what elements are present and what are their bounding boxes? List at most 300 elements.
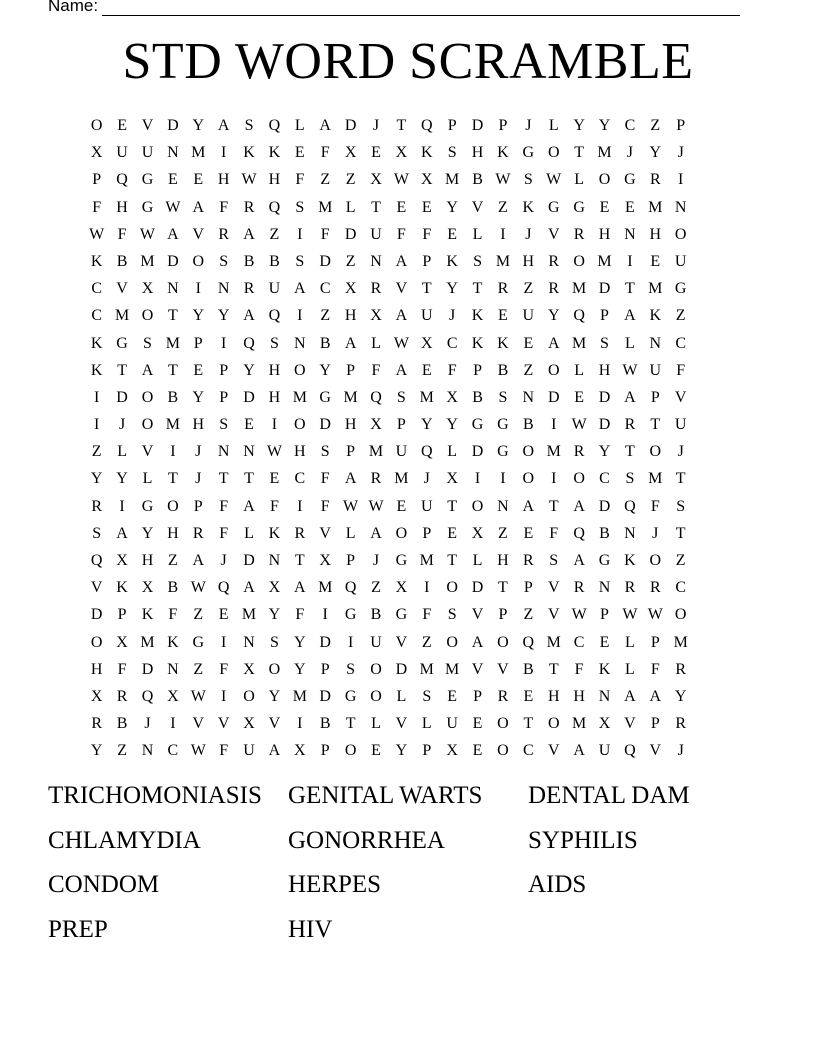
grid-letter[interactable]: P [346, 443, 356, 461]
grid-letter[interactable]: R [243, 198, 255, 216]
grid-letter[interactable]: W [190, 687, 206, 705]
grid-letter[interactable]: W [343, 497, 359, 515]
grid-letter[interactable]: A [624, 687, 636, 705]
grid-letter[interactable]: C [294, 470, 306, 488]
grid-letter[interactable]: R [370, 470, 382, 488]
grid-letter[interactable]: N [167, 660, 179, 678]
grid-letter[interactable]: D [598, 416, 611, 434]
grid-letter[interactable]: J [677, 443, 684, 461]
grid-letter[interactable]: W [546, 171, 562, 189]
grid-letter[interactable]: C [91, 307, 103, 325]
grid-letter[interactable]: Z [91, 443, 102, 461]
grid-letter[interactable]: F [219, 497, 229, 515]
grid-letter[interactable]: E [294, 144, 305, 162]
grid-letter[interactable]: L [472, 225, 483, 243]
grid-letter[interactable]: Q [268, 198, 281, 216]
grid-letter[interactable]: V [395, 280, 408, 298]
grid-letter[interactable]: F [650, 660, 660, 678]
grid-letter[interactable]: S [346, 660, 356, 678]
grid-letter[interactable]: G [624, 171, 636, 189]
grid-letter[interactable]: W [622, 361, 638, 379]
grid-letter[interactable]: W [622, 606, 638, 624]
grid-letter[interactable]: K [649, 307, 662, 325]
grid-letter[interactable]: E [244, 416, 254, 434]
grid-letter[interactable]: X [319, 552, 331, 569]
grid-letter[interactable]: E [396, 198, 407, 216]
grid-letter[interactable]: W [165, 198, 181, 216]
grid-letter[interactable]: H [573, 687, 585, 705]
grid-letter[interactable]: Y [268, 606, 281, 624]
grid-letter[interactable]: Y [420, 416, 433, 434]
grid-letter[interactable]: I [424, 579, 430, 597]
grid-letter[interactable]: T [548, 660, 559, 678]
grid-letter[interactable]: T [498, 579, 508, 597]
grid-letter[interactable]: G [344, 606, 357, 624]
grid-letter[interactable]: R [497, 687, 509, 705]
grid-letter[interactable]: X [395, 144, 408, 162]
grid-letter[interactable]: P [219, 388, 229, 406]
grid-letter[interactable]: X [141, 579, 154, 597]
grid-letter[interactable]: C [675, 334, 687, 352]
grid-letter[interactable]: T [675, 470, 686, 488]
grid-letter[interactable]: O [395, 524, 408, 542]
grid-letter[interactable]: Y [217, 307, 230, 325]
grid-letter[interactable]: K [268, 524, 281, 542]
grid-letter[interactable]: N [217, 280, 230, 298]
grid-letter[interactable]: R [675, 660, 687, 678]
grid-letter[interactable]: J [195, 443, 202, 461]
grid-letter[interactable]: W [571, 416, 587, 434]
grid-letter[interactable]: R [91, 497, 103, 515]
grid-letter[interactable]: Y [243, 361, 255, 379]
grid-letter[interactable]: X [446, 470, 458, 488]
grid-letter[interactable]: G [674, 280, 687, 298]
grid-letter[interactable]: I [678, 171, 684, 189]
grid-letter[interactable]: Y [268, 687, 281, 705]
grid-letter[interactable]: O [497, 742, 509, 760]
grid-letter[interactable]: A [243, 497, 255, 515]
grid-letter[interactable]: S [523, 171, 533, 189]
grid-letter[interactable]: G [192, 633, 205, 651]
grid-letter[interactable]: L [142, 470, 153, 488]
grid-letter[interactable]: E [269, 470, 280, 488]
grid-letter[interactable]: X [116, 633, 128, 651]
grid-letter[interactable]: J [677, 742, 684, 760]
grid-letter[interactable]: A [192, 198, 205, 216]
grid-letter[interactable]: O [294, 361, 306, 379]
grid-letter[interactable]: Y [573, 117, 585, 134]
grid-letter[interactable]: X [446, 388, 458, 406]
grid-letter[interactable]: M [394, 470, 409, 488]
grid-letter[interactable]: A [547, 334, 560, 352]
grid-letter[interactable]: V [547, 606, 560, 624]
grid-letter[interactable]: Q [573, 524, 585, 542]
grid-letter[interactable]: R [370, 280, 382, 298]
grid-letter[interactable]: Y [294, 660, 306, 678]
grid-letter[interactable]: X [370, 416, 382, 434]
grid-letter[interactable]: Q [624, 497, 636, 515]
grid-letter[interactable]: O [192, 252, 205, 270]
grid-letter[interactable]: S [600, 334, 609, 352]
grid-letter[interactable]: M [546, 443, 561, 461]
grid-letter[interactable]: O [649, 443, 662, 461]
grid-letter[interactable]: Z [117, 742, 127, 760]
grid-letter[interactable]: A [217, 117, 230, 134]
grid-letter[interactable]: I [297, 307, 303, 325]
grid-letter[interactable]: F [320, 497, 330, 515]
grid-letter[interactable]: E [523, 334, 534, 352]
grid-letter[interactable]: V [547, 225, 560, 243]
grid-letter[interactable]: P [320, 742, 330, 760]
grid-letter[interactable]: H [598, 361, 611, 379]
grid-letter[interactable]: D [319, 416, 331, 434]
grid-letter[interactable]: M [419, 388, 434, 406]
grid-letter[interactable]: P [193, 497, 203, 515]
grid-letter[interactable]: R [649, 579, 661, 597]
grid-letter[interactable]: D [471, 117, 484, 134]
grid-letter[interactable]: L [472, 552, 483, 569]
grid-letter[interactable]: E [193, 361, 204, 379]
grid-letter[interactable]: C [91, 280, 103, 298]
grid-letter[interactable]: K [116, 579, 128, 597]
grid-letter[interactable]: U [370, 633, 382, 651]
grid-letter[interactable]: Z [523, 361, 534, 379]
grid-letter[interactable]: L [548, 117, 559, 134]
grid-letter[interactable]: R [294, 524, 306, 542]
grid-letter[interactable]: K [141, 606, 154, 624]
grid-letter[interactable]: W [266, 443, 282, 461]
grid-letter[interactable]: D [167, 252, 179, 270]
grid-letter[interactable]: L [396, 687, 407, 705]
grid-letter[interactable]: J [220, 552, 227, 569]
grid-letter[interactable]: L [345, 524, 356, 542]
grid-letter[interactable]: N [268, 552, 281, 569]
grid-letter[interactable]: P [422, 524, 432, 542]
grid-letter[interactable]: E [574, 388, 584, 406]
grid-letter[interactable]: H [598, 225, 611, 243]
grid-letter[interactable]: X [395, 579, 408, 597]
grid-letter[interactable]: A [471, 633, 484, 651]
grid-letter[interactable]: O [497, 633, 509, 651]
grid-letter[interactable]: E [599, 633, 610, 651]
grid-letter[interactable]: U [420, 497, 433, 515]
grid-letter[interactable]: I [627, 252, 633, 270]
grid-letter[interactable]: D [598, 280, 611, 298]
grid-letter[interactable]: P [600, 606, 609, 624]
grid-letter[interactable]: J [626, 144, 634, 162]
grid-letter[interactable]: X [268, 579, 281, 597]
grid-letter[interactable]: Z [167, 552, 178, 569]
grid-letter[interactable]: U [420, 307, 433, 325]
grid-letter[interactable]: M [648, 280, 663, 298]
grid-letter[interactable]: I [170, 715, 176, 733]
grid-letter[interactable]: X [167, 687, 179, 705]
grid-letter[interactable]: V [395, 715, 408, 733]
grid-letter[interactable]: F [117, 660, 127, 678]
grid-letter[interactable]: G [344, 687, 357, 705]
grid-letter[interactable]: U [395, 443, 408, 461]
grid-letter[interactable]: L [421, 715, 432, 733]
grid-letter[interactable]: G [598, 552, 611, 569]
grid-letter[interactable]: I [297, 715, 303, 733]
grid-letter[interactable]: V [395, 633, 408, 651]
grid-letter[interactable]: Y [446, 416, 458, 434]
grid-letter[interactable]: T [574, 144, 584, 162]
grid-letter[interactable]: X [243, 660, 255, 678]
grid-letter[interactable]: Q [217, 579, 230, 597]
grid-letter[interactable]: L [294, 117, 305, 134]
grid-letter[interactable]: G [141, 171, 154, 189]
grid-letter[interactable]: F [295, 171, 305, 189]
grid-letter[interactable]: V [471, 198, 484, 216]
grid-letter[interactable]: I [297, 225, 303, 243]
grid-letter[interactable]: V [141, 117, 154, 134]
grid-letter[interactable]: H [167, 524, 179, 542]
grid-letter[interactable]: P [473, 361, 482, 379]
grid-letter[interactable]: P [193, 334, 203, 352]
grid-letter[interactable]: S [447, 144, 457, 162]
grid-letter[interactable]: Q [268, 307, 281, 325]
grid-letter[interactable]: R [548, 280, 560, 298]
grid-letter[interactable]: H [471, 144, 484, 162]
grid-letter[interactable]: F [371, 361, 381, 379]
grid-letter[interactable]: N [370, 252, 382, 270]
grid-letter[interactable]: V [497, 660, 509, 678]
grid-letter[interactable]: P [600, 307, 609, 325]
grid-letter[interactable]: D [90, 606, 103, 624]
grid-letter[interactable]: D [167, 117, 179, 134]
name-blank-line[interactable] [102, 0, 740, 16]
grid-letter[interactable]: B [116, 252, 128, 270]
grid-letter[interactable]: K [471, 307, 484, 325]
grid-letter[interactable]: O [446, 633, 458, 651]
grid-letter[interactable]: E [117, 117, 127, 134]
grid-letter[interactable]: V [547, 579, 560, 597]
grid-letter[interactable]: O [547, 144, 560, 162]
grid-letter[interactable]: S [625, 470, 635, 488]
grid-letter[interactable]: S [422, 687, 432, 705]
grid-letter[interactable]: K [522, 198, 535, 216]
grid-letter[interactable]: J [372, 117, 380, 134]
grid-letter[interactable]: M [648, 198, 663, 216]
grid-letter[interactable]: J [525, 117, 532, 134]
grid-letter[interactable]: T [548, 497, 559, 515]
grid-letter[interactable]: K [598, 660, 611, 678]
grid-letter[interactable]: I [94, 416, 100, 434]
grid-letter[interactable]: H [90, 660, 103, 678]
grid-letter[interactable]: Z [675, 552, 686, 569]
grid-letter[interactable]: V [192, 225, 205, 243]
grid-letter[interactable]: R [243, 280, 255, 298]
grid-letter[interactable]: F [396, 225, 406, 243]
grid-letter[interactable]: O [141, 307, 154, 325]
grid-letter[interactable]: M [191, 144, 206, 162]
grid-letter[interactable]: E [650, 252, 661, 270]
grid-letter[interactable]: O [573, 470, 585, 488]
grid-letter[interactable]: D [243, 388, 255, 406]
grid-letter[interactable]: M [445, 171, 460, 189]
grid-letter[interactable]: A [395, 252, 408, 270]
grid-letter[interactable]: U [370, 225, 382, 243]
grid-letter[interactable]: W [571, 606, 587, 624]
grid-letter[interactable]: C [167, 742, 179, 760]
grid-letter[interactable]: V [268, 715, 281, 733]
grid-letter[interactable]: L [371, 715, 381, 733]
grid-letter[interactable]: H [217, 171, 230, 189]
grid-letter[interactable]: I [220, 144, 227, 162]
grid-letter[interactable]: T [523, 715, 534, 733]
grid-letter[interactable]: R [573, 225, 585, 243]
grid-letter[interactable]: Z [523, 280, 534, 298]
grid-letter[interactable]: S [473, 252, 482, 270]
grid-letter[interactable]: I [220, 687, 227, 705]
grid-letter[interactable]: T [244, 470, 254, 488]
grid-letter[interactable]: H [268, 361, 281, 379]
grid-letter[interactable]: E [447, 225, 458, 243]
grid-letter[interactable]: K [90, 361, 103, 379]
grid-letter[interactable]: X [294, 742, 306, 760]
grid-letter[interactable]: N [294, 334, 306, 352]
grid-letter[interactable]: M [597, 252, 612, 270]
grid-letter[interactable]: Q [344, 579, 357, 597]
grid-letter[interactable]: D [395, 660, 408, 678]
grid-letter[interactable]: E [472, 742, 483, 760]
grid-letter[interactable]: P [650, 715, 660, 733]
grid-letter[interactable]: F [219, 198, 229, 216]
grid-letter[interactable]: Y [294, 633, 306, 651]
grid-letter[interactable]: A [573, 742, 585, 760]
grid-letter[interactable]: Q [420, 443, 433, 461]
grid-letter[interactable]: E [599, 198, 610, 216]
grid-letter[interactable]: X [598, 715, 611, 733]
grid-letter[interactable]: O [471, 497, 484, 515]
grid-letter[interactable]: M [292, 687, 307, 705]
grid-letter[interactable]: U [674, 416, 687, 434]
grid-letter[interactable]: C [523, 742, 534, 760]
grid-letter[interactable]: O [370, 660, 382, 678]
grid-letter[interactable]: G [497, 416, 509, 434]
grid-letter[interactable]: N [497, 497, 509, 515]
grid-letter[interactable]: M [165, 416, 180, 434]
grid-letter[interactable]: T [167, 361, 178, 379]
grid-letter[interactable]: X [141, 280, 154, 298]
grid-letter[interactable]: U [268, 280, 281, 298]
grid-letter[interactable]: C [675, 579, 687, 597]
grid-letter[interactable]: O [141, 388, 154, 406]
grid-letter[interactable]: R [192, 524, 204, 542]
grid-letter[interactable]: W [495, 171, 511, 189]
grid-letter[interactable]: W [190, 579, 206, 597]
grid-letter[interactable]: Y [649, 144, 662, 162]
grid-letter[interactable]: O [167, 497, 179, 515]
grid-letter[interactable]: T [371, 198, 381, 216]
grid-letter[interactable]: A [624, 307, 636, 325]
grid-letter[interactable]: A [167, 225, 179, 243]
grid-letter[interactable]: T [396, 117, 407, 134]
grid-letter[interactable]: F [219, 660, 229, 678]
grid-letter[interactable]: C [319, 280, 331, 298]
grid-letter[interactable]: Y [90, 742, 103, 760]
grid-letter[interactable]: D [344, 117, 357, 134]
grid-letter[interactable]: K [420, 144, 433, 162]
grid-letter[interactable]: Y [192, 307, 205, 325]
grid-letter[interactable]: H [497, 552, 509, 569]
grid-letter[interactable]: L [371, 334, 381, 352]
grid-letter[interactable]: K [268, 144, 281, 162]
grid-letter[interactable]: O [446, 579, 458, 597]
grid-letter[interactable]: K [471, 334, 484, 352]
grid-letter[interactable]: N [243, 443, 255, 461]
grid-letter[interactable]: D [598, 497, 611, 515]
grid-letter[interactable]: K [243, 144, 255, 162]
grid-letter[interactable]: J [652, 524, 659, 542]
grid-letter[interactable]: F [676, 361, 686, 379]
grid-letter[interactable]: T [421, 280, 432, 298]
grid-letter[interactable]: F [447, 361, 457, 379]
grid-letter[interactable]: A [395, 361, 408, 379]
grid-letter[interactable]: S [447, 606, 457, 624]
grid-letter[interactable]: B [319, 715, 331, 733]
grid-letter[interactable]: D [547, 388, 560, 406]
grid-letter[interactable]: X [370, 307, 382, 325]
grid-letter[interactable]: K [167, 633, 179, 651]
grid-letter[interactable]: Y [141, 524, 154, 542]
grid-letter[interactable]: N [624, 524, 636, 542]
grid-letter[interactable]: S [549, 552, 559, 569]
grid-letter[interactable]: O [294, 416, 306, 434]
grid-letter[interactable]: E [421, 361, 432, 379]
grid-letter[interactable]: Q [522, 633, 535, 651]
grid-letter[interactable]: C [599, 470, 610, 488]
grid-letter[interactable]: R [523, 552, 534, 569]
grid-letter[interactable]: I [94, 388, 100, 406]
grid-letter[interactable]: B [269, 252, 280, 270]
grid-letter[interactable]: V [471, 606, 484, 624]
grid-letter[interactable]: J [372, 552, 380, 569]
grid-letter[interactable]: N [674, 198, 687, 216]
grid-letter[interactable]: T [294, 552, 305, 569]
grid-letter[interactable]: M [419, 660, 434, 678]
grid-letter[interactable]: T [447, 552, 458, 569]
grid-letter[interactable]: G [116, 334, 128, 352]
grid-letter[interactable]: O [344, 742, 357, 760]
grid-letter[interactable]: E [396, 497, 407, 515]
grid-letter[interactable]: P [676, 117, 686, 134]
grid-letter[interactable]: Z [269, 225, 280, 243]
grid-letter[interactable]: A [243, 307, 255, 325]
grid-letter[interactable]: P [422, 252, 432, 270]
grid-letter[interactable]: G [522, 144, 535, 162]
grid-letter[interactable]: Q [420, 117, 433, 134]
grid-letter[interactable]: B [497, 361, 509, 379]
grid-letter[interactable]: R [548, 252, 560, 270]
grid-letter[interactable]: R [573, 443, 585, 461]
grid-letter[interactable]: F [168, 606, 178, 624]
grid-letter[interactable]: T [117, 361, 127, 379]
grid-letter[interactable]: H [547, 687, 560, 705]
grid-letter[interactable]: U [522, 307, 535, 325]
grid-letter[interactable]: G [497, 443, 509, 461]
grid-letter[interactable]: X [116, 552, 128, 569]
grid-letter[interactable]: Z [675, 307, 686, 325]
grid-letter[interactable]: A [192, 552, 205, 569]
grid-letter[interactable]: O [141, 416, 154, 434]
grid-letter[interactable]: Z [320, 307, 331, 325]
grid-letter[interactable]: S [244, 117, 254, 134]
grid-letter[interactable]: A [344, 334, 357, 352]
grid-letter[interactable]: C [446, 334, 458, 352]
grid-letter[interactable]: L [117, 443, 127, 461]
